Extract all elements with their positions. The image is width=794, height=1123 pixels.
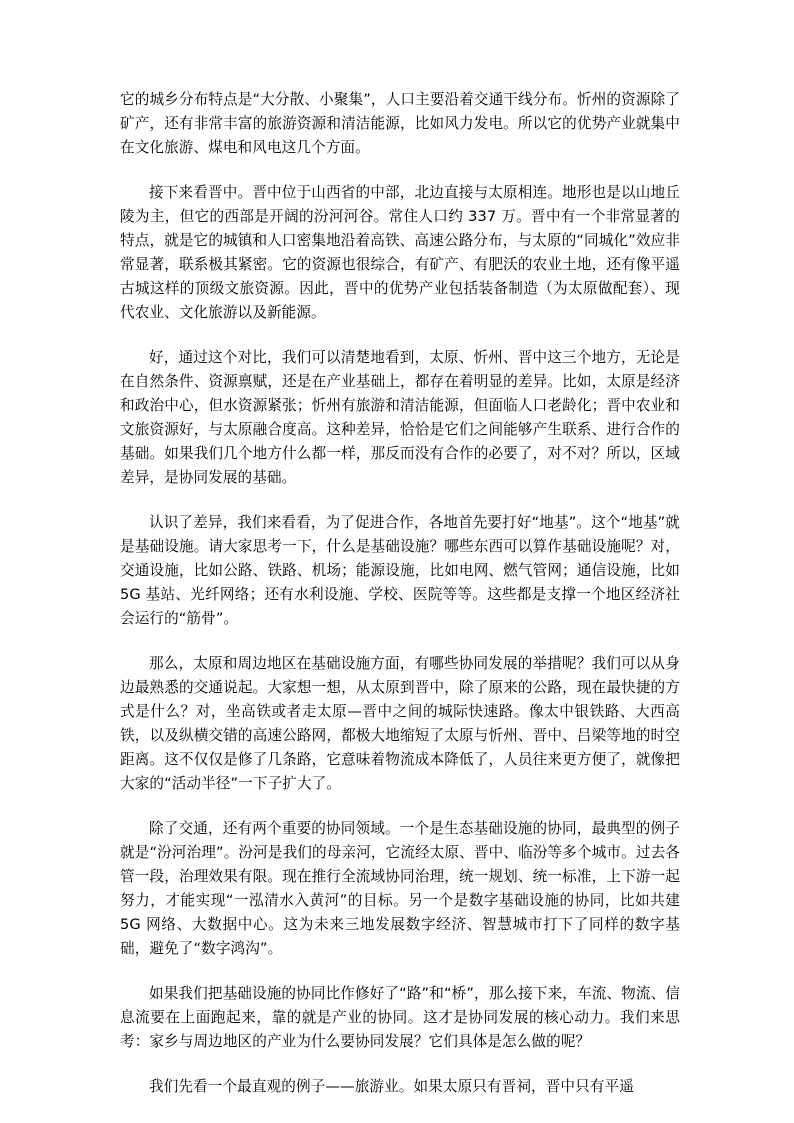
paragraph-7: 如果我们把基础设施的协同比作修好了“路”和“桥”，那么接下来，车流、物流、信息流要在上面跑起来，靠的就是产业的协同。这才是协同发展的核心动力。我们来思考：家乡与周边地区的产业为什么要协同发展？它们具体是怎么做的呢？	[120, 985, 680, 1050]
paragraph-3: 好，通过这个对比，我们可以清楚地看到，太原、忻州、晋中这三个地方，无论是在自然条件、资源禀赋，还是在产业基础上，都存在着明显的差异。比如，太原是经济和政治中心，但水资源紧张；忻州有旅游和清洁能源，但面临人口老龄化；晋中农业和文旅资源好，与太原融合度高。这种差异，恰恰是它们之间能够产生联系、进行合作的基础。如果我们几个地方什么都一样，那反而没有合作的必要了，对不对？所以，区域差异，是协同发展的基础。	[120, 349, 680, 486]
paragraph-5: 那么，太原和周边地区在基础设施方面，有哪些协同发展的举措呢？我们可以从身边最熟悉的交通说起。大家想一想，从太原到晋中，除了原来的公路，现在最快捷的方式是什么？对，坐高铁或者走太原—晋中之间的城际快速路。像太中银铁路、大西高铁，以及纵横交错的高速公路网，都极大地缩短了太原与忻州、晋中、吕梁等地的时空距离。这不仅仅是修了几条路，它意味着物流成本降低了，人员往来更方便了，就像把大家的“活动半径”一下子扩大了。	[120, 655, 680, 792]
paragraph-6: 除了交通，还有两个重要的协同领域。一个是生态基础设施的协同，最典型的例子就是“汾河治理”。汾河是我们的母亲河，它流经太原、晋中、临汾等多个城市。过去各管一段，治理效果有限。现在推行全流域协同治理，统一规划、统一标准，上下游一起努力，才能实现“一泓清水入黄河”的目标。另一个是数字基础设施的协同，比如共建 5G 网络、大数据中心。这为未来三地发展数字经济、智慧城市打下了同样的数字基础，避免了“数字鸿沟”。	[120, 820, 680, 957]
document-body	[120, 88, 680, 1099]
paragraph-2: 接下来看晋中。晋中位于山西省的中部，北边直接与太原相连。地形也是以山地丘陵为主，但它的西部是开阔的汾河河谷。常住人口约 337 万。晋中有一个非常显著的特点，就是它的城镇和人口密集地沿着高铁、高速公路分布，与太原的“同城化”效应非常显著，联系极其紧密。它的资源也很综合，有矿产、有肥沃的农业土地，还有像平遥古城这样的顶级文旅资源。因此，晋中的优势产业包括装备制造（为太原做配套）、现代农业、文化旅游以及新能源。	[120, 184, 680, 321]
paragraph-4: 认识了差异，我们来看看，为了促进合作，各地首先要打好“地基”。这个“地基”就是基础设施。请大家思考一下，什么是基础设施？哪些东西可以算作基础设施呢？对，交通设施，比如公路、铁路、机场；能源设施，比如电网、燃气管网；通信设施，比如 5G 基站、光纤网络；还有水利设施、学校、医院等等。这些都是支撑一个地区经济社会运行的“筋骨”。	[120, 514, 680, 627]
paragraph-1: 它的城乡分布特点是“大分散、小聚集”，人口主要沿着交通干线分布。忻州的资源除了矿产，还有非常丰富的旅游资源和清洁能源，比如风力发电。所以它的优势产业就集中在文化旅游、煤电和风电这几个方面。	[120, 91, 680, 156]
paragraph-8: 我们先看一个最直观的例子——旅游业。如果太原只有晋祠，晋中只有平遥	[149, 1078, 634, 1095]
